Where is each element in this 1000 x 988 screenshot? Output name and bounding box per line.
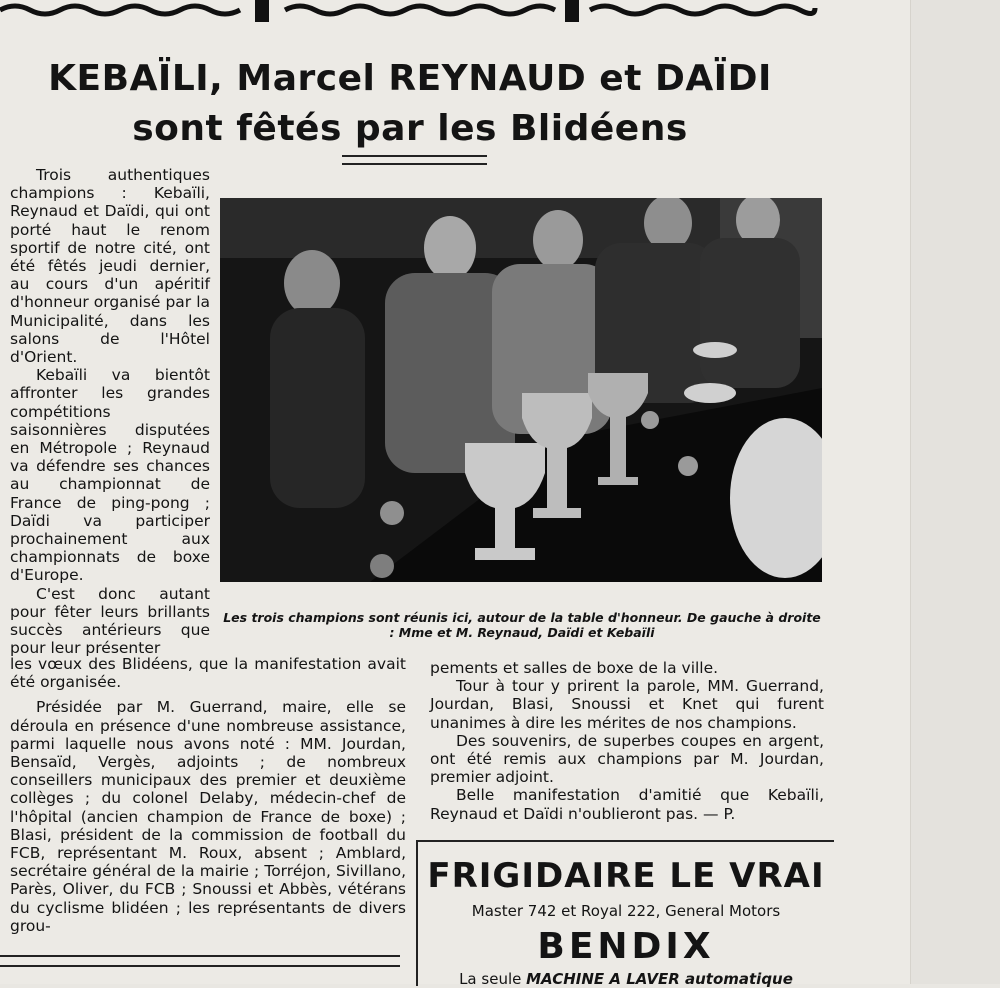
photo-caption: Les trois champions sont réunis ici, autour de la table d'honneur. De gauche à droite : Mme et M. Reynaud, Daïdi et Kebaïli (223, 610, 821, 640)
article-photo (220, 198, 822, 582)
article-paragraph: Présidée par M. Guerrand, maire, elle se déroula en présence d'une nombreuse assistance, parmi laquelle nous avons noté : MM. Jourdan, Bensaïd, Vergès, adjoints ; de nombreux conseillers municipaux des premier et deuxième collèges ; du colonel Delaby, médecin-chef de l'hôpital (ancien champion de France de boxe) ; Blasi, président de la commission de football du FCB, représentant M. Roux, absent ; Amblard, secrétaire général de la mairie ; Torréjon, Sivillano, Parès, Oliver, du FCB ; Snoussi et Abbès, vétérans du cyclisme blidéen ; les représentants de divers grou- (10, 698, 406, 935)
headline-line-2: sont fêtés par les Blidéens (132, 108, 688, 149)
article-paragraph: C'est donc autant pour fêter leurs brillants succès antérieurs que pour leur présenter (10, 584, 210, 658)
article-column-bottom-left (10, 655, 406, 935)
article-paragraph: Trois authentiques champions : Kebaïli, Reynaud et Daïdi, qui ont porté haut le renom sportif de notre cité, ont été fêtés jeudi dernier, au cours d'un apéritif d'honneur organisé par la Municipalité, dans les salons de l'Hôtel d'Orient. (10, 166, 210, 367)
headline-divider (342, 155, 487, 165)
ad-subline: Master 742 et Royal 222, General Motors (471, 902, 781, 920)
article-paragraph: Tour à tour y prirent la parole, MM. Guerrand, Jourdan, Blasi, Snoussi et Knet qui furent unanimes à dire les mérites de nos champions. (430, 677, 824, 732)
ad-tagline-prefix: La seule (459, 970, 522, 988)
column-end-rule (0, 955, 400, 967)
article-paragraph: Belle manifestation d'amitié que Kebaïli, Reynaud et Daïdi n'oublieront pas. — P. (430, 786, 824, 823)
article-paragraph: Kebaïli va bientôt affronter les grandes compétitions saisonnières disputées en Métropole ; Reynaud va défendre ses chances au championnat de France de ping-pong ; Daïdi va participer prochainement aux championnats de boxe d'Europe. (10, 366, 210, 585)
page-margin (910, 0, 1000, 984)
article-column-left (10, 166, 210, 657)
ad-headline: FRIGIDAIRE LE VRAI (427, 856, 825, 896)
article-paragraph: Des souvenirs, de superbes coupes en argent, ont été remis aux champions par M. Jourdan, premier adjoint. (430, 731, 824, 787)
article-paragraph: les vœux des Blidéens, que la manifestation avait été organisée. (10, 655, 406, 692)
advertisement (416, 840, 834, 986)
ad-tagline (418, 970, 834, 988)
article-column-right (430, 659, 824, 823)
ad-brand: BENDIX (537, 926, 715, 967)
headline-line-1: KEBAÏLI, Marcel REYNAUD et DAÏDI (48, 58, 772, 99)
ad-tagline-bold: MACHINE A LAVER automatique (526, 970, 793, 988)
article-paragraph: pements et salles de boxe de la ville. (430, 659, 719, 677)
masthead-decoration (0, 0, 820, 30)
